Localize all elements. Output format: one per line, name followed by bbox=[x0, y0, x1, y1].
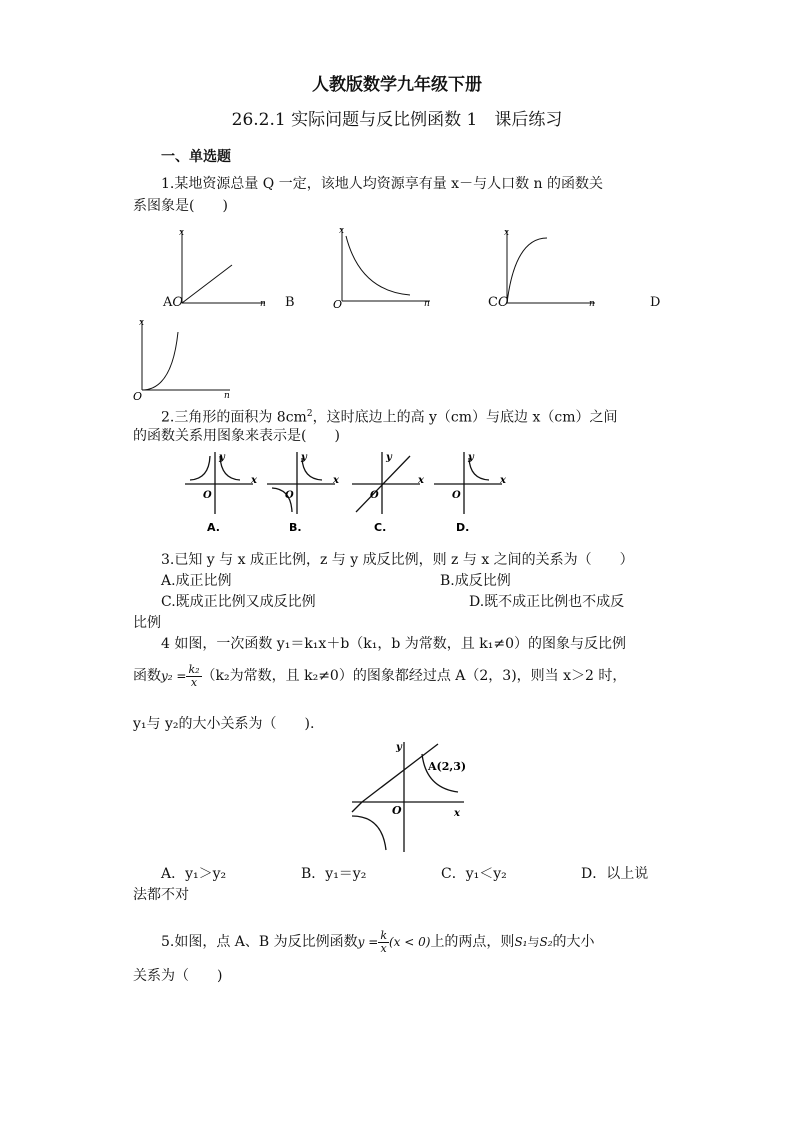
q1b-axis-x: n bbox=[424, 299, 430, 309]
q1b-origin: O bbox=[333, 298, 343, 311]
q2c-y: y bbox=[386, 452, 392, 463]
q2-line1: 2.三角形的面积为 $8cm^2$，这时底边上的高 y（cm）与底边 x（cm）之间 bbox=[161, 409, 618, 426]
q2-option-a: A. bbox=[207, 521, 220, 534]
q3-line1: 3.已知 y 与 x 成正比例，z 与 y 成反比例，则 z 与 x 之间的关系为（ ） bbox=[161, 552, 634, 568]
q1-line2: 系图象是( ) bbox=[133, 198, 228, 214]
q4-option-d-cont: 法都不对 bbox=[133, 887, 189, 903]
page-title: 人教版数学九年级下册 bbox=[312, 75, 482, 95]
q2-graph-d bbox=[432, 450, 512, 535]
q4-option-a[interactable]: A．y₁＞y₂ bbox=[161, 866, 227, 882]
q2c-x: x bbox=[418, 475, 424, 486]
q4-figure bbox=[352, 740, 472, 855]
section-heading: 一、单选题 bbox=[161, 149, 231, 165]
q2b-o: O bbox=[285, 490, 294, 501]
q1-graph-d bbox=[130, 318, 235, 403]
q1-graph-a bbox=[170, 228, 270, 313]
q1-line1: 1.某地资源总量 Q 一定，该地人均资源享有量 x－与人口数 n 的函数关 bbox=[161, 176, 603, 192]
q2-graph-a bbox=[183, 450, 263, 535]
q3-option-d[interactable]: D.既不成正比例也不成反 bbox=[469, 594, 625, 610]
q3-option-d-cont: 比例 bbox=[133, 615, 161, 631]
q2a-x: x bbox=[251, 475, 257, 486]
q2a-o: O bbox=[203, 490, 212, 501]
q2-graph-b bbox=[265, 450, 345, 535]
q1b-axis-y: x bbox=[339, 226, 345, 236]
q4-fig-point: A(2,3) bbox=[428, 760, 467, 773]
q2-option-b: B. bbox=[289, 521, 302, 534]
q2d-y: y bbox=[468, 452, 474, 463]
q4-option-c[interactable]: C．y₁＜y₂ bbox=[441, 866, 507, 882]
q5-line2: 关系为（ ) bbox=[133, 968, 223, 984]
q4-line1: 4 如图，一次函数 y₁＝k₁x＋b（k₁，b 为常数，且 k₁≠0）的图象与反比例 bbox=[161, 636, 626, 652]
q1c-axis-y: x bbox=[504, 228, 510, 238]
q2b-x: x bbox=[333, 475, 339, 486]
q1a-axis-y: x bbox=[179, 228, 185, 238]
q2-option-d: D. bbox=[456, 521, 470, 534]
page-subtitle: 26.2.1 实际问题与反比例函数 1 课后练习 bbox=[231, 110, 563, 130]
q4-line3: y₁与 y₂的大小关系为（ ). bbox=[133, 716, 315, 732]
q4-option-d[interactable]: D．以上说 bbox=[581, 866, 649, 882]
q3-option-b[interactable]: B.成反比例 bbox=[440, 573, 511, 589]
q1d-origin: O bbox=[133, 390, 143, 403]
q1-graph-b bbox=[330, 226, 435, 311]
q2-line2: 的函数关系用图象来表示是( ) bbox=[133, 428, 340, 444]
q1-graph-c bbox=[495, 228, 600, 313]
q4-line2: 函数y₂ = $\frac{\text{k₂}}{x}$ （k₂为常数，且 k₂≠0）的图象都经过点 A（2，3)，则当 x＞2 时， bbox=[133, 662, 627, 689]
q1a-axis-x: n bbox=[260, 299, 266, 309]
q3-option-c[interactable]: C.既成正比例又成反比例 bbox=[161, 594, 316, 610]
q5-line1: 5.如图，点 A、B 为反比例函数y = $\frac{k}{x}$ (x < 0)上的两点，则S₁与S₂的大小 bbox=[161, 928, 595, 955]
q3-option-a[interactable]: A.成正比例 bbox=[161, 573, 232, 589]
q2d-o: O bbox=[452, 490, 461, 501]
q1d-axis-y: x bbox=[139, 318, 145, 328]
q2c-o: O bbox=[370, 490, 379, 501]
q4-fig-x: x bbox=[454, 808, 460, 819]
q2a-y: y bbox=[219, 452, 225, 463]
q1-option-a[interactable]: AO bbox=[163, 295, 184, 310]
q4-option-b[interactable]: B．y₁＝y₂ bbox=[301, 866, 367, 882]
q1-option-c[interactable]: CO bbox=[488, 295, 509, 310]
q1d-axis-x: n bbox=[224, 391, 230, 401]
q2-graph-c bbox=[350, 450, 430, 535]
q2b-y: y bbox=[301, 452, 307, 463]
q1-option-d[interactable]: D bbox=[650, 295, 661, 310]
q4-fig-y: y bbox=[396, 742, 402, 753]
q2-option-c: C. bbox=[374, 521, 387, 534]
q2d-x: x bbox=[500, 475, 506, 486]
q1-option-b[interactable]: B bbox=[285, 295, 295, 310]
q4-fig-o: O bbox=[392, 804, 402, 817]
q1c-axis-x: n bbox=[589, 299, 595, 309]
